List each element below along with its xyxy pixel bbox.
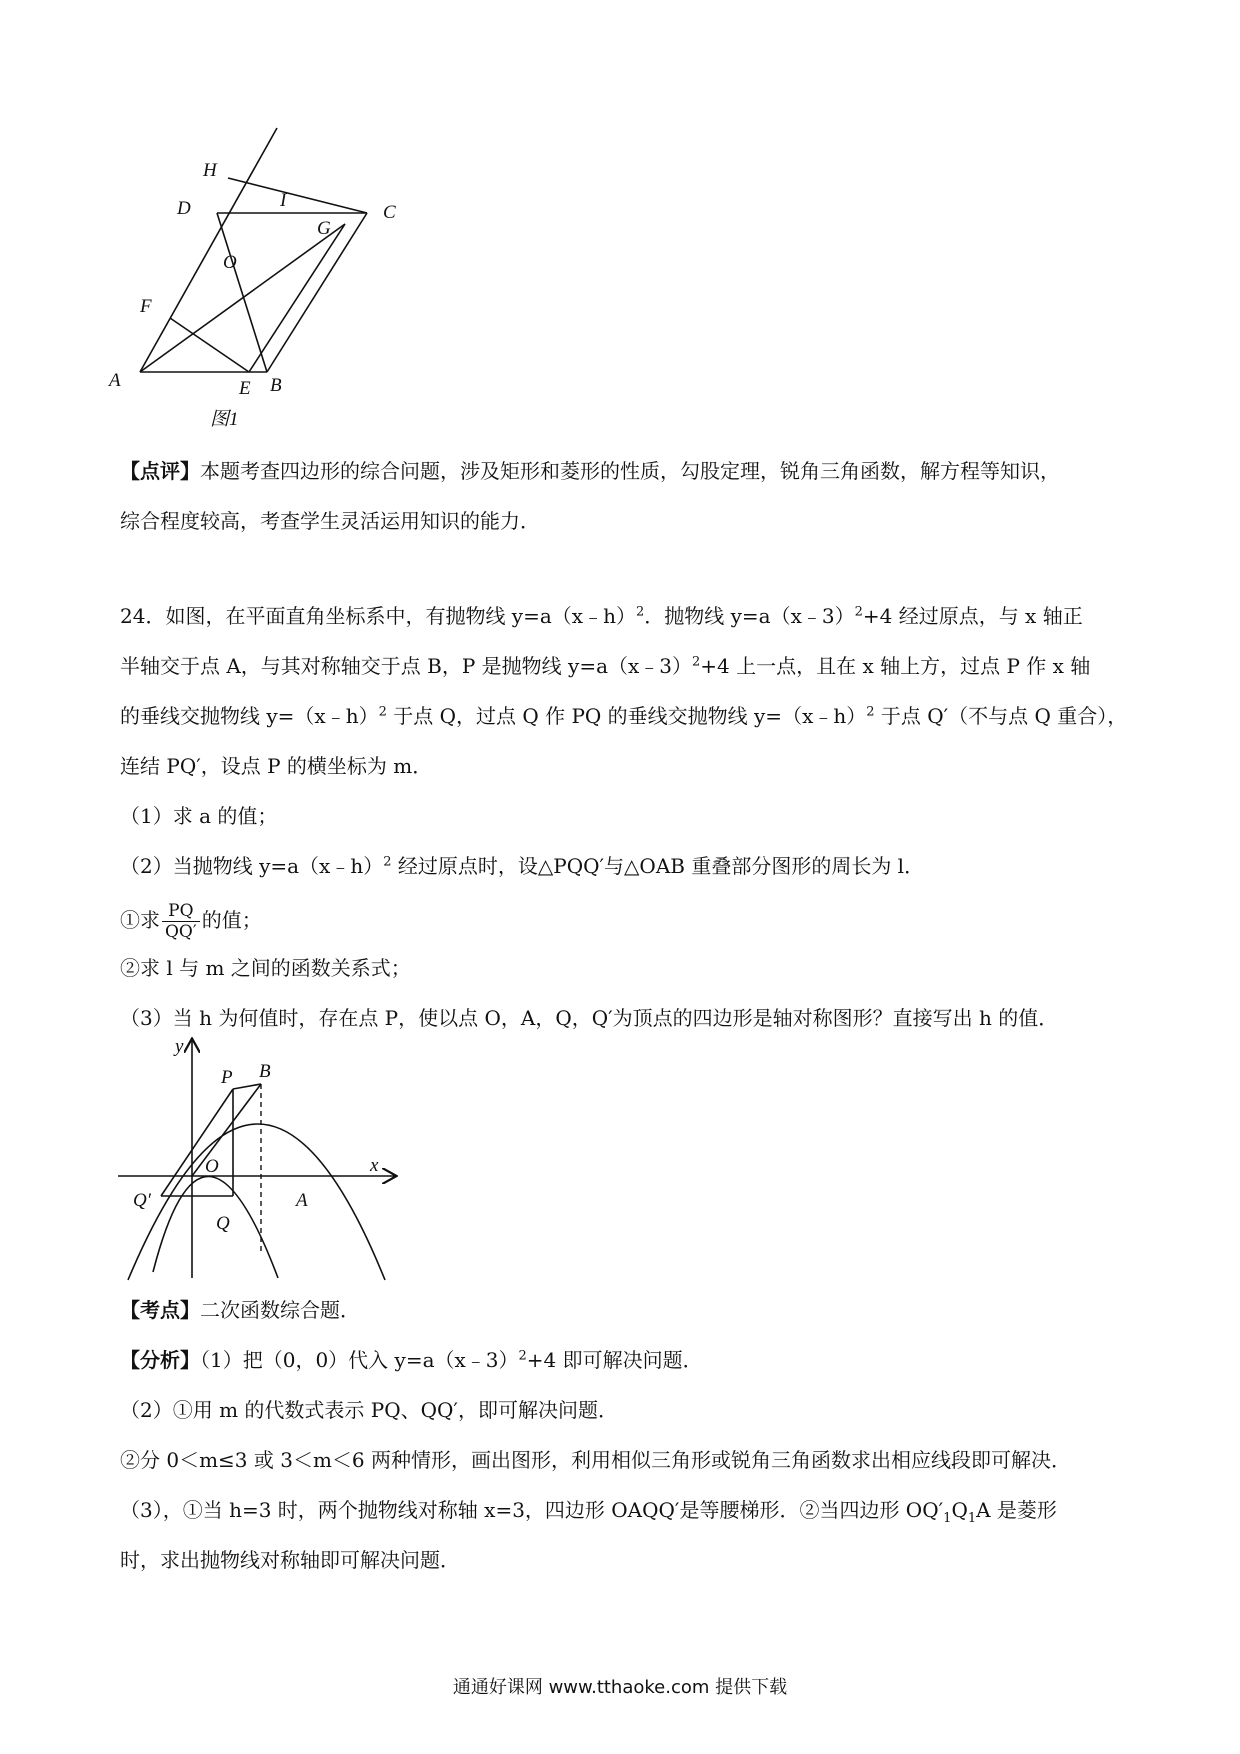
problem-text-3b: 于点 Q，过点 Q 作 PQ 的垂线交抛物线 y=（x﹣h） bbox=[386, 704, 867, 728]
fig1-label-i: I bbox=[280, 190, 287, 211]
question-3-text: （3）当 h 为何值时，存在点 P，使以点 O，A，Q，Q′为顶点的四边形是轴对称图形？直接写出 h 的值． bbox=[120, 1006, 1059, 1030]
fig1-label-h: H bbox=[203, 160, 217, 181]
fig1-label-f: F bbox=[140, 296, 152, 317]
analysis-text-4c: A 是菱形 bbox=[976, 1498, 1057, 1522]
problem-text-2b: +4 上一点，且在 x 轴上方，过点 P 作 x 轴 bbox=[700, 654, 1091, 678]
fraction-numerator: PQ bbox=[162, 901, 200, 922]
exponent: 2 bbox=[518, 1348, 527, 1364]
question-2-text-b: 经过原点时，设△PQQ′与△OAB 重叠部分图形的周长为 l． bbox=[391, 854, 925, 878]
analysis-line-2 bbox=[120, 1395, 1130, 1425]
problem-text-1b: ．抛物线 y=a（x﹣3） bbox=[644, 604, 855, 628]
analysis-text-2: （2）①用 m 的代数式表示 PQ、QQ′，即可解决问题． bbox=[120, 1398, 618, 1422]
analysis-text-3: ②分 0＜m≤3 或 3＜m＜6 两种情形，画出图形，利用相似三角形或锐角三角函数求出相应线段即可解决． bbox=[120, 1448, 1072, 1472]
review-text-2: 综合程度较高，考查学生灵活运用知识的能力． bbox=[120, 509, 540, 533]
fig2-axis-x: x bbox=[370, 1155, 379, 1176]
fig1-label-o: O bbox=[223, 252, 237, 273]
problem-text-2a: 半轴交于点 A，与其对称轴交于点 B，P 是抛物线 y=a（x﹣3） bbox=[120, 654, 693, 678]
fig2-label-a: A bbox=[296, 1190, 308, 1211]
fig1-label-c: C bbox=[383, 202, 396, 223]
exponent: 2 bbox=[383, 854, 392, 870]
analysis-tag: 【分析】 bbox=[120, 1348, 200, 1372]
analysis-text-4a: （3），①当 h=3 时，两个抛物线对称轴 x=3，四边形 OAQQ′是等腰梯形．②当四边形 OQ′ bbox=[120, 1498, 944, 1522]
problem-text-1a: 24．如图，在平面直角坐标系中，有抛物线 y=a（x﹣h） bbox=[120, 604, 636, 628]
question-2-1 bbox=[120, 898, 1130, 942]
review-text-1: 本题考查四边形的综合问题，涉及矩形和菱形的性质，勾股定理，锐角三角函数，解方程等知识， bbox=[200, 459, 1060, 483]
review-tag: 【点评】 bbox=[120, 459, 200, 483]
subscript: 1 bbox=[967, 1511, 977, 1526]
review-line-1 bbox=[120, 456, 1130, 486]
fig2-label-p: P bbox=[221, 1067, 233, 1088]
analysis-text-4b: Q bbox=[951, 1498, 968, 1522]
page-footer: 通通好课网 www.tthaoke.com 提供下载 bbox=[452, 1677, 788, 1698]
fig1-label-b: B bbox=[270, 375, 282, 396]
problem-line-4 bbox=[120, 751, 1130, 781]
question-2-1-prefix: ①求 bbox=[120, 908, 160, 932]
subscript: 1 bbox=[943, 1511, 952, 1526]
figure-2-parabola-diagram bbox=[113, 1028, 433, 1286]
problem-line-3 bbox=[120, 701, 1130, 731]
kaodian-tag: 【考点】 bbox=[120, 1298, 200, 1322]
question-1-text: （1）求 a 的值； bbox=[120, 804, 278, 828]
problem-text-4: 连结 PQ′，设点 P 的横坐标为 m． bbox=[120, 754, 433, 778]
question-2-2 bbox=[120, 953, 1130, 983]
analysis-text-1a: （1）把（0，0）代入 y=a（x﹣3） bbox=[200, 1348, 519, 1372]
fig1-label-d: D bbox=[177, 198, 191, 219]
kaodian-line bbox=[120, 1295, 1130, 1325]
analysis-line-3 bbox=[120, 1445, 1130, 1475]
fig2-label-q-prime: Q′ bbox=[133, 1190, 151, 1211]
fig2-label-b: B bbox=[259, 1061, 271, 1082]
kaodian-text: 二次函数综合题． bbox=[200, 1298, 360, 1322]
problem-text-3c: 于点 Q′（不与点 Q 重合）， bbox=[874, 704, 1128, 728]
exponent: 2 bbox=[866, 704, 875, 720]
question-2-1-suffix: 的值； bbox=[201, 908, 262, 932]
fig1-label-a: A bbox=[109, 370, 121, 391]
fig2-label-o: O bbox=[205, 1156, 219, 1177]
exponent: 2 bbox=[635, 604, 645, 620]
question-2-2-text: ②求 l 与 m 之间的函数关系式； bbox=[120, 956, 411, 980]
figure-1-rhombus-diagram bbox=[109, 122, 415, 442]
exponent: 2 bbox=[692, 654, 701, 670]
fraction-pq-over-qq bbox=[162, 901, 200, 942]
question-1 bbox=[120, 801, 1130, 831]
fig1-label-e: E bbox=[239, 378, 251, 399]
problem-line-2 bbox=[120, 651, 1130, 681]
analysis-line-5 bbox=[120, 1545, 1130, 1575]
analysis-text-1b: +4 即可解决问题． bbox=[526, 1348, 703, 1372]
review-line-2 bbox=[120, 506, 1130, 536]
exponent: 2 bbox=[854, 604, 863, 620]
analysis-text-5: 时，求出抛物线对称轴即可解决问题． bbox=[120, 1548, 460, 1572]
fig1-label-g: G bbox=[317, 218, 331, 239]
question-2 bbox=[120, 851, 1130, 881]
analysis-line-4 bbox=[120, 1495, 1130, 1525]
question-2-text-a: （2）当抛物线 y=a（x﹣h） bbox=[120, 854, 384, 878]
fraction-denominator: QQ′ bbox=[165, 922, 197, 942]
problem-text-1c: +4 经过原点，与 x 轴正 bbox=[862, 604, 1083, 628]
fig1-caption: 图1 bbox=[210, 409, 239, 430]
analysis-line-1 bbox=[120, 1345, 1130, 1375]
fig2-label-q: Q bbox=[216, 1213, 230, 1234]
exponent: 2 bbox=[378, 704, 387, 720]
problem-line-1 bbox=[120, 601, 1130, 631]
problem-text-3a: 的垂线交抛物线 y=（x﹣h） bbox=[120, 704, 379, 728]
fig2-axis-y: y bbox=[175, 1036, 184, 1057]
